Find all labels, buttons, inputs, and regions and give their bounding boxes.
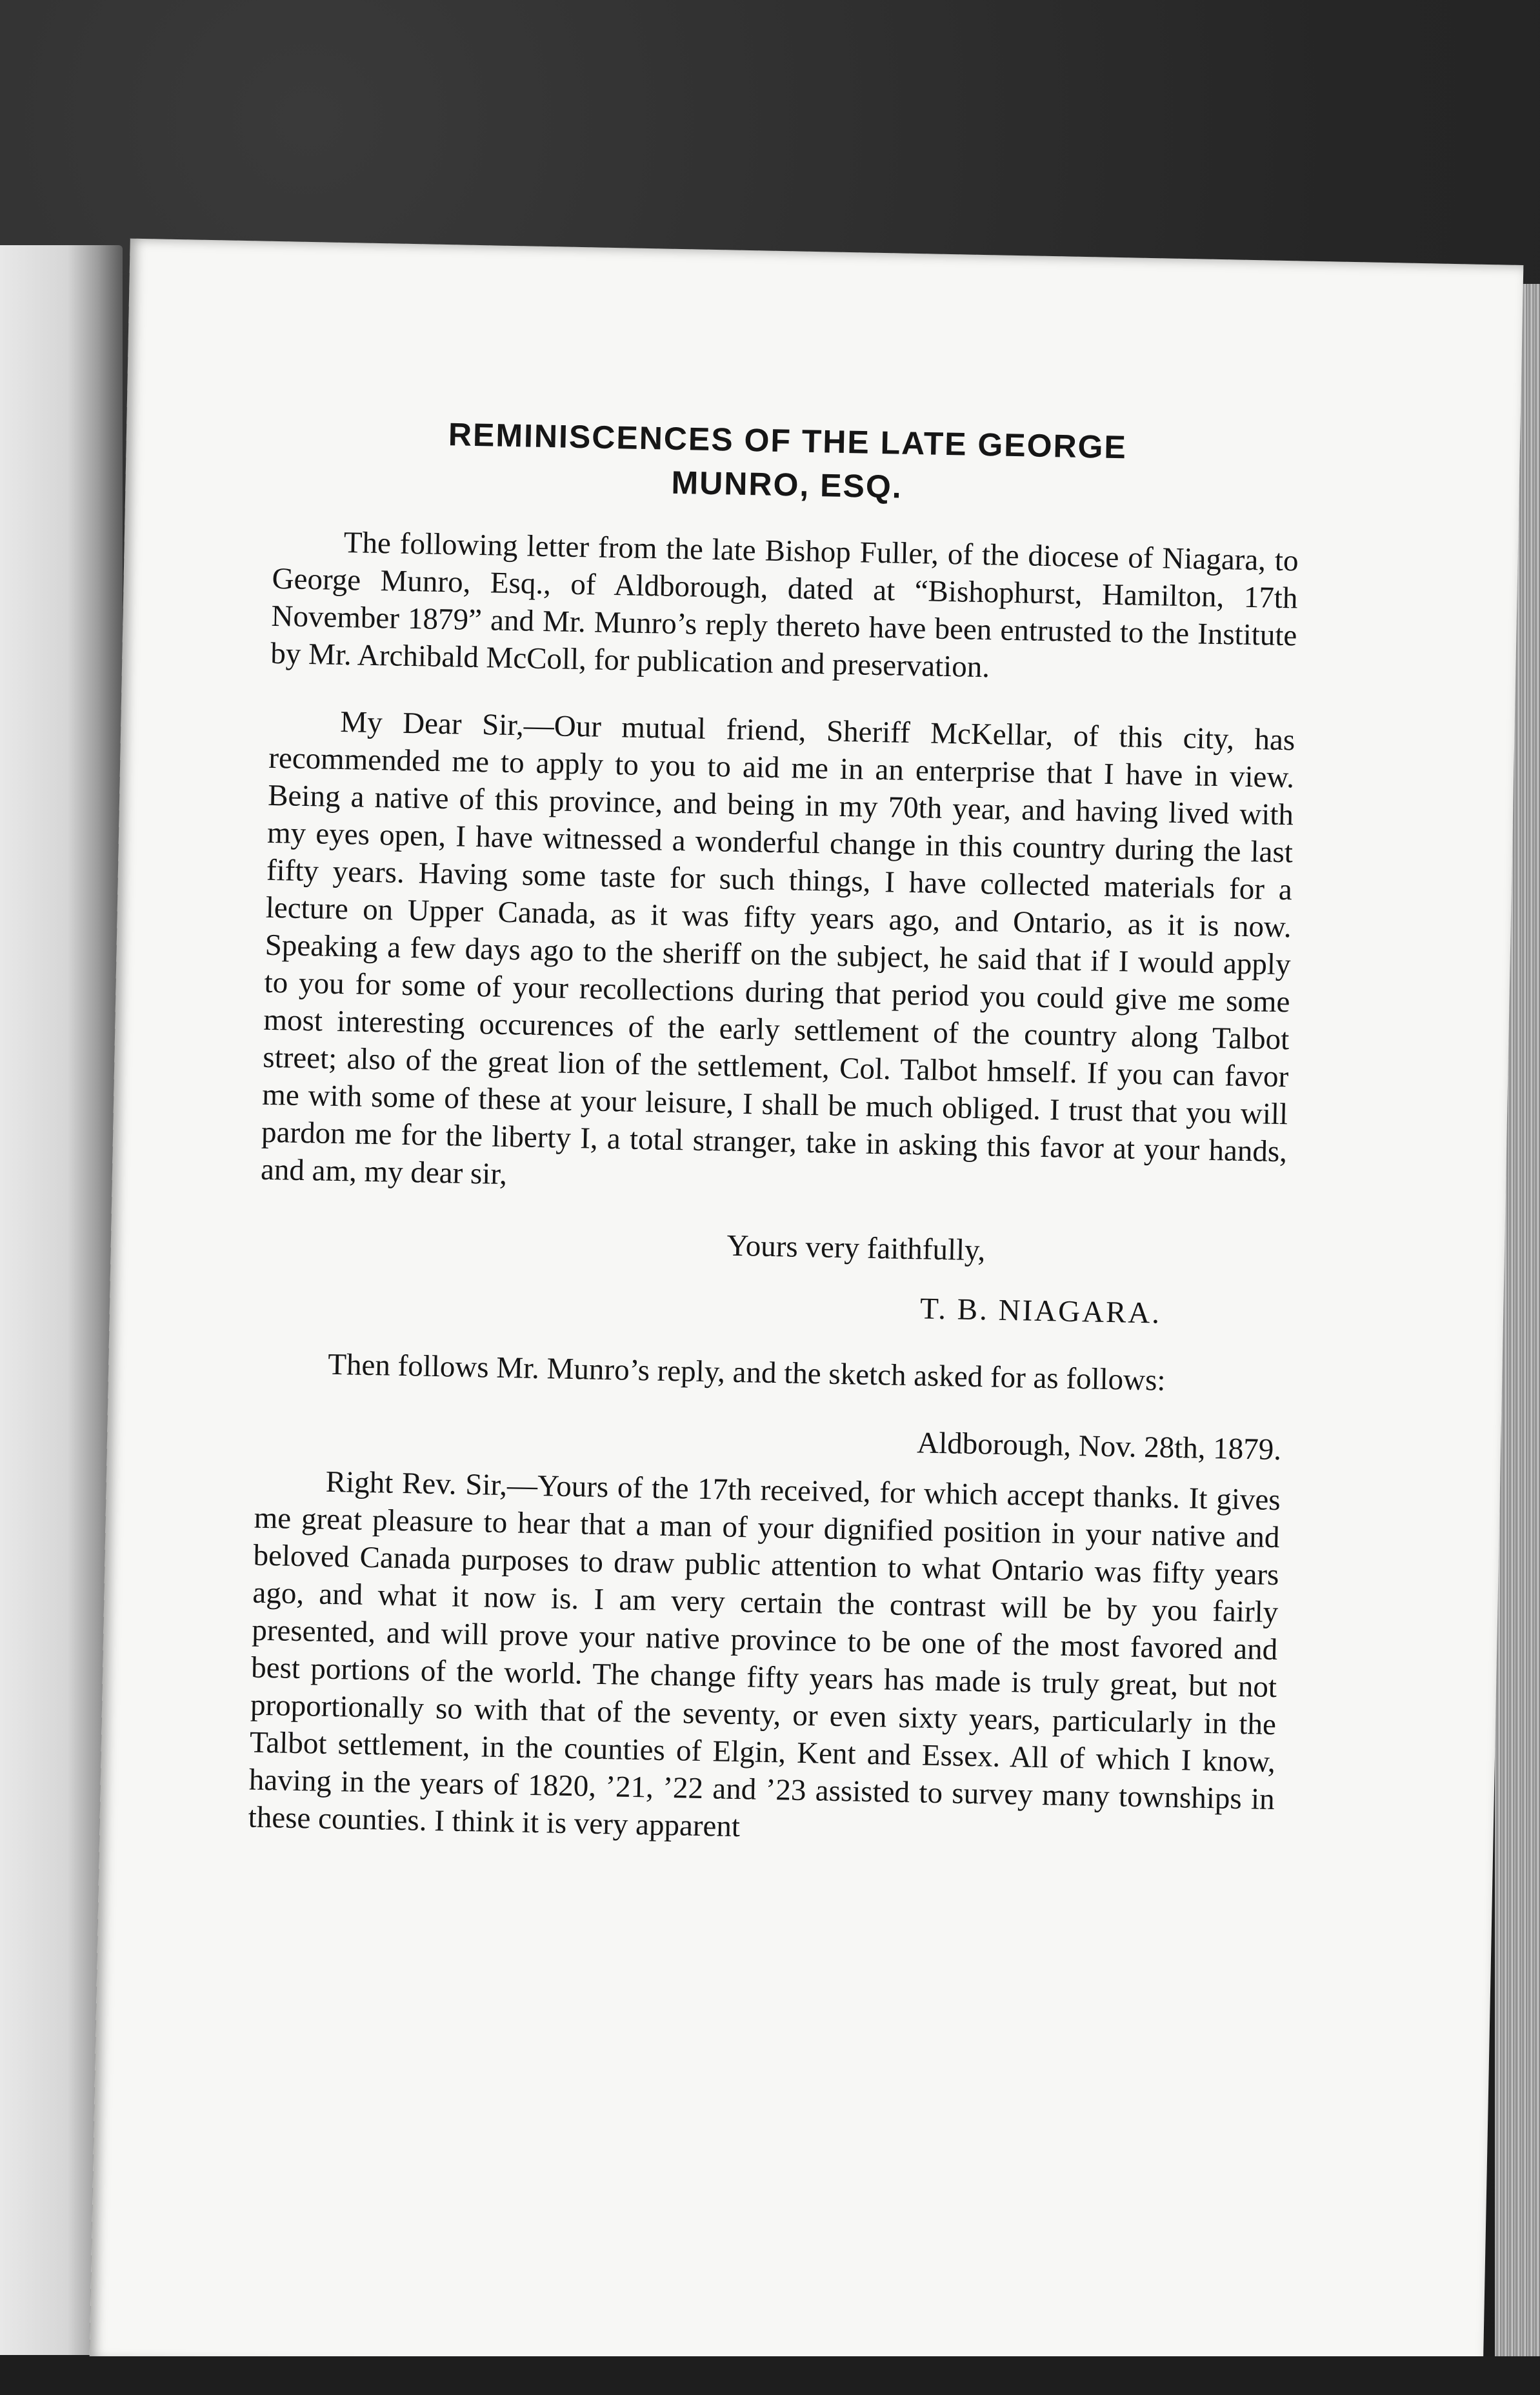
reply-dateline: Aldborough, Nov. 28th, 1879. — [916, 1426, 1282, 1467]
letter-closing: Yours very faithfully, — [726, 1228, 986, 1268]
title-line-1: REMINISCENCES OF THE LATE GEORGE — [448, 416, 1128, 466]
reply-body: Right Rev. Sir,—Yours of the 17th received, for which accept thanks. It gives me great pleasure to hear that a man of your dignified position in your native and beloved Canada purposes to draw public attention to what Ontario was fifty years ago, and what it now is. I am very certain the contrast will be by you fairly presented, and will prove your native province to be one of the most favored and best portions of the world. The change fifty years has made is truly great, but not proportionally so with that of the seventy, or even sixty years, particularly in the Talbot settlement, in the counties of Elgin, Kent and Essex. All of which I know, having in the years of 1820, ’21, ’22 and ’23 assisted to survey many townships in these counties. I think it is very apparent — [248, 1465, 1281, 1844]
bottom-scan-band — [0, 2356, 1540, 2395]
page-content — [247, 409, 1301, 1885]
book-page — [90, 239, 1524, 2388]
intro-paragraph: The following letter from the late Bishop Fuller, of the diocese of Niagara, to George Munro, Esq., of Aldborough, dated at “Bishophurst, Hamilton, 17th November 1879” and Mr. Munro’s reply thereto have been entrusted to the Institute by Mr. Archibald McColl, for publication and preservation. — [270, 526, 1299, 685]
transition-paragraph: Then follows Mr. Munro’s reply, and the sketch asked for as follows: — [327, 1347, 1166, 1398]
title-line-2: MUNRO, ESQ. — [671, 464, 903, 505]
letter-body: My Dear Sir,—Our mutual friend, Sheriff McKellar, of this city, has recommended me to apply to you to aid me in an enterprise that I have in view. Being a native of this province, and being in my 70th year, and having lived with my eyes open, I have witnessed a wonderful change in this country during the last fifty years. Having some taste for such things, I have collected materials for a lecture on Upper Canada, as it was fifty years ago, and Ontario, as it is now. Speaking a few days ago to the sheriff on the subject, he said that if I would apply to you for some of your recollections during that period you could give me some most interesting occurences of the early settlement of the country along Talbot street; also of the great lion of the settlement, Col. Talbot hmself. If you can favor me with some of these at your leisure, I shall be much obliged. I trust that you will pardon me for the liberty I, a total stranger, take in asking this favor at your hands, and am, my dear sir, — [260, 705, 1295, 1192]
page-title — [274, 409, 1301, 516]
letter-signature: T. B. NIAGARA. — [919, 1292, 1162, 1330]
